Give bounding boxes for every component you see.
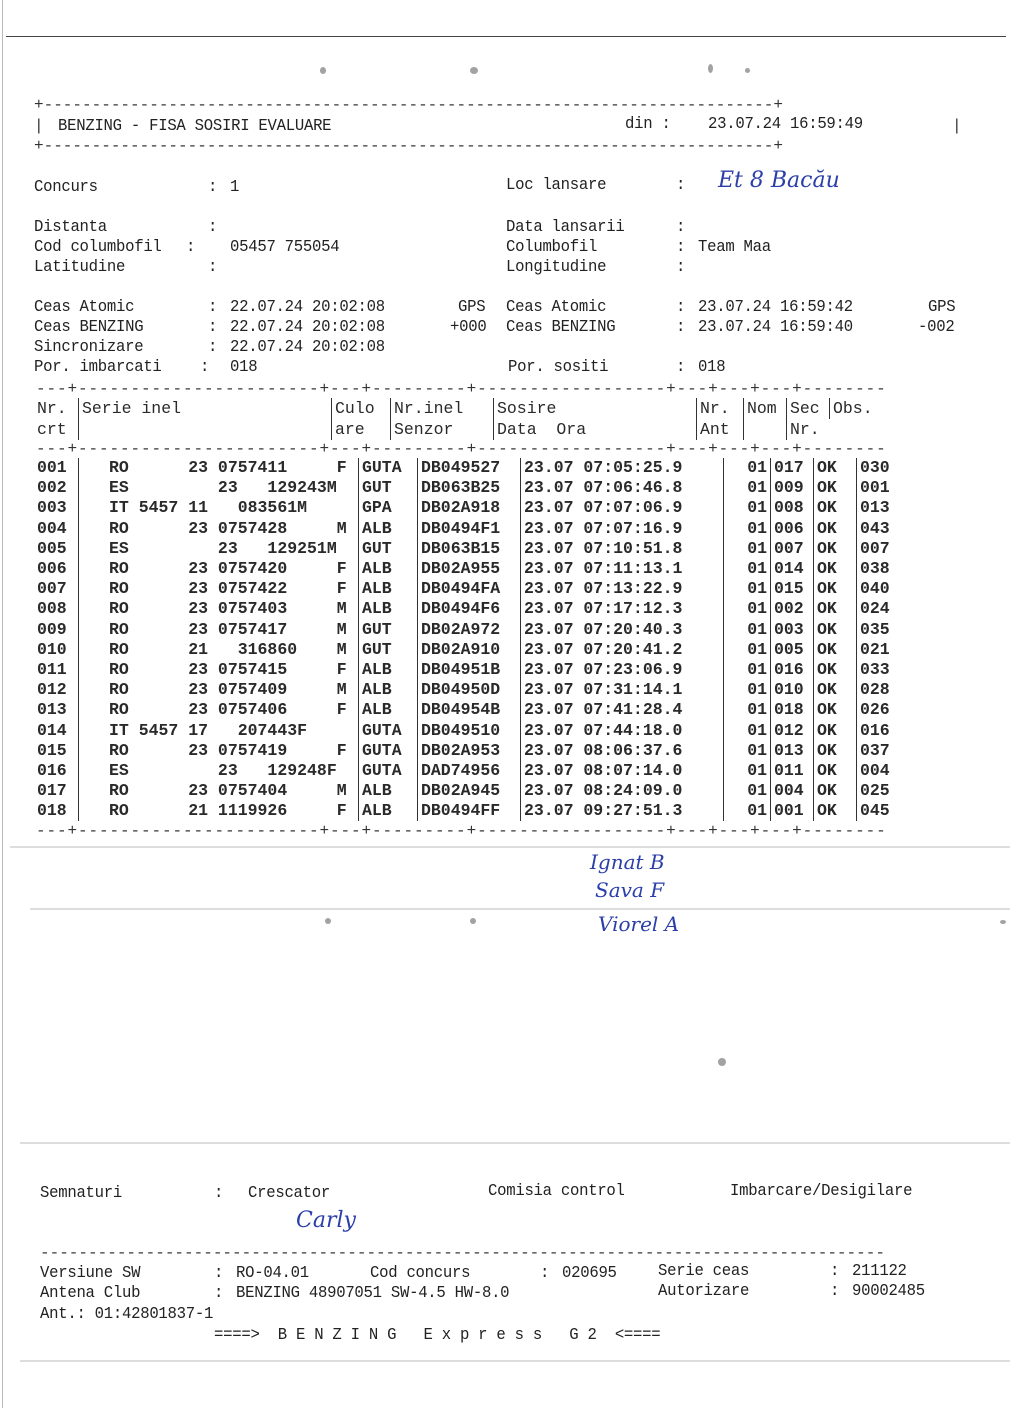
cell-senzor: DB0494F6	[418, 599, 521, 619]
cell-sosire: 23.07 07:11:13.1	[521, 559, 724, 579]
print-speck	[470, 918, 476, 924]
colon: :	[214, 1264, 224, 1283]
cell-culoare: GUTA	[359, 761, 418, 781]
cell-ant: 01	[724, 741, 771, 761]
col-header-serie: Serie inel	[79, 398, 332, 419]
autorizare-label: Autorizare	[658, 1282, 750, 1301]
por-imbarcati-value: 018	[230, 358, 258, 377]
print-speck	[745, 68, 750, 73]
cell-nom: 007	[771, 539, 814, 559]
sincronizare-label: Sincronizare	[34, 338, 144, 357]
ceas-benzing-left-label: Ceas BENZING	[34, 318, 144, 337]
cell-nom: 003	[771, 620, 814, 640]
cell-sosire: 23.07 07:10:51.8	[521, 539, 724, 559]
cell-serie: ES 23 129251M	[79, 539, 359, 559]
cell-nom: 002	[771, 599, 814, 619]
col-header-nr: Nr.	[37, 398, 67, 418]
cell-serie: RO 23 0757420 F	[79, 559, 359, 579]
table-row	[34, 720, 923, 740]
concurs-label: Concurs	[34, 178, 98, 197]
scan-noise	[20, 1142, 1010, 1144]
cell-serie: RO 23 0757403 M	[79, 599, 359, 619]
ceas-atomic-right-suffix: GPS	[928, 298, 956, 317]
colon: :	[830, 1262, 840, 1281]
cell-culoare: ALB	[359, 680, 418, 700]
arrivals-table-header	[34, 398, 896, 440]
cell-senzor: DB049527	[418, 458, 521, 478]
handwritten-note-2: Sava F	[595, 878, 665, 902]
col-header-senzor-2: Senzor	[391, 419, 494, 440]
longitudine-label: Longitudine	[506, 258, 607, 277]
cell-culoare: ALB	[359, 781, 418, 801]
cell-sec: OK	[814, 559, 857, 579]
colon: :	[208, 318, 218, 337]
cell-obs: 038	[857, 559, 924, 579]
cell-obs: 033	[857, 660, 924, 680]
table-row	[34, 498, 923, 518]
cell-sosire: 23.07 07:44:18.0	[521, 720, 724, 740]
cell-ant: 01	[724, 498, 771, 518]
cell-sec: OK	[814, 620, 857, 640]
cell-ant: 01	[724, 801, 771, 821]
cell-culoare: GUTA	[359, 720, 418, 740]
cell-sec: OK	[814, 741, 857, 761]
imbarcare-label: Imbarcare/Desigilare	[730, 1182, 913, 1201]
col-header-sec: Sec	[787, 398, 830, 419]
cell-sosire: 23.07 07:17:12.3	[521, 599, 724, 619]
latitudine-label: Latitudine	[34, 258, 126, 277]
table-row	[34, 660, 923, 680]
header-row-2	[34, 419, 896, 440]
cell-senzor: DB02A918	[418, 498, 521, 518]
cell-nom: 001	[771, 801, 814, 821]
autorizare-value: 90002485	[852, 1282, 925, 1301]
cell-obs: 016	[857, 720, 924, 740]
table-row	[34, 680, 923, 700]
cell-ant: 01	[724, 458, 771, 478]
cell-nom: 015	[771, 579, 814, 599]
antena-label: Antena Club	[40, 1284, 141, 1303]
cell-nom: 009	[771, 478, 814, 498]
cell-culoare: GUTA	[359, 458, 418, 478]
cell-sosire: 23.07 07:31:14.1	[521, 680, 724, 700]
cell-senzor: DB02A910	[418, 640, 521, 660]
versiune-value: RO-04.01	[236, 1264, 309, 1283]
loc-lansare-colon: :	[676, 176, 686, 195]
cell-obs: 043	[857, 519, 924, 539]
cell-nr: 008	[37, 599, 67, 619]
cell-obs: 045	[857, 801, 924, 821]
ceas-benzing-left-suffix: +000	[450, 318, 487, 337]
ceas-benzing-right-value: 23.07.24 16:59:40	[698, 318, 853, 337]
cell-serie: IT 5457 11 083561M	[79, 498, 359, 518]
cell-senzor: DB04954B	[418, 700, 521, 720]
cell-nr: 018	[37, 801, 67, 821]
footer-separator: ----------------------------------------------------------------------------------------	[40, 1244, 885, 1262]
table-row	[34, 458, 923, 478]
paper-top-line	[6, 36, 1006, 37]
cell-sosire: 23.07 07:07:06.9	[521, 498, 724, 518]
cell-nom: 008	[771, 498, 814, 518]
cell-nr: 015	[37, 740, 67, 760]
ceas-benzing-right-label: Ceas BENZING	[506, 318, 616, 337]
concurs-colon: :	[208, 178, 218, 197]
cell-obs: 001	[857, 478, 924, 498]
print-speck	[1000, 920, 1006, 924]
crescator-signature: Carly	[296, 1208, 356, 1233]
ceas-atomic-left-suffix: GPS	[458, 298, 486, 317]
cell-culoare: GUTA	[359, 741, 418, 761]
cell-culoare: ALB	[359, 519, 418, 539]
col-header-obs-2	[830, 419, 897, 440]
cell-obs: 037	[857, 741, 924, 761]
antenna-id: Ant.: 01:42801837-1	[40, 1305, 214, 1324]
cell-sosire: 23.07 08:07:14.0	[521, 761, 724, 781]
table-row	[34, 761, 923, 781]
cod-columbofil-label: Cod columbofil	[34, 238, 162, 257]
header-box-top: +----------------------------------------------------------------------------+	[34, 96, 783, 114]
cell-ant: 01	[724, 640, 771, 660]
cell-serie: RO 21 316860 M	[79, 640, 359, 660]
col-header-ant-2: Ant	[697, 419, 744, 440]
cell-obs: 026	[857, 700, 924, 720]
col-header-senzor: Nr.inel	[391, 398, 494, 419]
cell-senzor: DB02A955	[418, 559, 521, 579]
ceas-benzing-right-suffix: -002	[918, 318, 955, 337]
cell-obs: 024	[857, 599, 924, 619]
cell-serie: RO 23 0757406 F	[79, 700, 359, 720]
longitudine-colon: :	[676, 258, 686, 277]
cell-nr: 006	[37, 559, 67, 579]
cell-culoare: ALB	[359, 599, 418, 619]
cell-nr: 017	[37, 781, 67, 801]
comisia-control-label: Comisia control	[488, 1182, 625, 1201]
cell-ant: 01	[724, 519, 771, 539]
columbofil-value: Team Maa	[698, 238, 771, 257]
cell-serie: RO 21 1119926 F	[79, 801, 359, 821]
cell-sosire: 23.07 07:05:25.9	[521, 458, 724, 478]
table-row	[34, 579, 923, 599]
colon: :	[208, 338, 218, 357]
cell-culoare: ALB	[359, 579, 418, 599]
cell-nom: 018	[771, 700, 814, 720]
din-value: 23.07.24 16:59:49	[708, 115, 863, 134]
cell-ant: 01	[724, 478, 771, 498]
table-row	[34, 559, 923, 579]
cell-sosire: 23.07 07:20:40.3	[521, 620, 724, 640]
ceas-atomic-left-label: Ceas Atomic	[34, 298, 135, 317]
cell-serie: ES 23 129243M	[79, 478, 359, 498]
cell-sec: OK	[814, 720, 857, 740]
cell-nom: 006	[771, 519, 814, 539]
col-header-are: are	[332, 419, 391, 440]
cell-culoare: GUT	[359, 539, 418, 559]
serie-ceas-value: 211122	[852, 1262, 907, 1281]
colon: :	[676, 358, 686, 377]
handwritten-note-3: Viorel A	[598, 912, 680, 936]
cell-senzor: DAD74956	[418, 761, 521, 781]
cell-serie: RO 23 0757404 M	[79, 781, 359, 801]
cell-nr: 007	[37, 579, 67, 599]
header-row-1	[34, 398, 896, 419]
cell-senzor: DB04950D	[418, 680, 521, 700]
cell-sec: OK	[814, 680, 857, 700]
ceas-atomic-right-label: Ceas Atomic	[506, 298, 607, 317]
table-row	[34, 620, 923, 640]
antena-value: BENZING 48907051 SW-4.5 HW-8.0	[236, 1284, 510, 1303]
cell-senzor: DB063B25	[418, 478, 521, 498]
cell-serie: RO 23 0757409 M	[79, 680, 359, 700]
por-imbarcati-label: Por. imbarcati	[34, 358, 162, 377]
columbofil-colon: :	[676, 238, 686, 257]
cell-sosire: 23.07 07:13:22.9	[521, 579, 724, 599]
cell-serie: RO 23 0757422 F	[79, 579, 359, 599]
print-speck	[470, 67, 478, 74]
table-row	[34, 700, 923, 720]
cell-sec: OK	[814, 458, 857, 478]
cell-serie: RO 23 0757419 F	[79, 741, 359, 761]
cell-serie: RO 23 0757417 M	[79, 620, 359, 640]
cod-columbofil-value: 05457 755054	[230, 238, 340, 257]
cell-culoare: ALB	[359, 559, 418, 579]
cell-nr: 003	[37, 498, 67, 518]
cell-obs: 030	[857, 458, 924, 478]
cell-nr: 009	[37, 619, 67, 639]
semnaturi-label: Semnaturi	[40, 1184, 122, 1203]
cell-nr: 011	[37, 659, 67, 679]
cell-senzor: DB0494F1	[418, 519, 521, 539]
distanta-label: Distanta	[34, 218, 107, 237]
cell-nom: 004	[771, 781, 814, 801]
col-header-culoare: Culo	[332, 398, 391, 419]
cell-ant: 01	[724, 761, 771, 781]
table-row	[34, 599, 923, 619]
cell-senzor: DB02A972	[418, 620, 521, 640]
cell-serie: ES 23 129248F	[79, 761, 359, 781]
table-bottom-separator: ---+-----------------------+---+---------+------------------+---+---+---+--------	[36, 822, 887, 840]
cell-sec: OK	[814, 519, 857, 539]
table-row	[34, 741, 923, 761]
cell-obs: 013	[857, 498, 924, 518]
cell-senzor: DB049510	[418, 720, 521, 740]
table-row	[34, 801, 923, 821]
page-edge	[2, 0, 3, 1408]
cell-senzor: DB0494FA	[418, 579, 521, 599]
cell-ant: 01	[724, 680, 771, 700]
table-row	[34, 640, 923, 660]
cell-ant: 01	[724, 539, 771, 559]
cell-sosire: 23.07 07:20:41.2	[521, 640, 724, 660]
data-lansarii-colon: :	[676, 218, 686, 237]
cell-nr: 010	[37, 639, 67, 659]
cell-senzor: DB02A953	[418, 741, 521, 761]
col-header-sec-nr: Nr.	[787, 419, 830, 440]
colon: :	[208, 298, 218, 317]
cell-culoare: GUT	[359, 478, 418, 498]
colon: :	[214, 1184, 224, 1203]
cell-sosire: 23.07 07:06:46.8	[521, 478, 724, 498]
cell-nr: 012	[37, 680, 67, 700]
cod-columbofil-colon: :	[186, 238, 196, 257]
colon: :	[830, 1282, 840, 1301]
scan-noise	[20, 1360, 1010, 1362]
distanta-colon: :	[208, 218, 218, 237]
cell-ant: 01	[724, 620, 771, 640]
table-row	[34, 519, 923, 539]
arrivals-table	[34, 458, 923, 821]
cell-sec: OK	[814, 599, 857, 619]
col-header-crt: crt	[37, 419, 67, 439]
colon: :	[676, 298, 686, 317]
loc-lansare-handwritten: Et 8 Bacău	[718, 168, 840, 193]
cell-nr: 016	[37, 760, 67, 780]
scan-noise	[10, 846, 1010, 848]
din-label: din :	[625, 115, 671, 134]
cell-nom: 012	[771, 720, 814, 740]
cell-sec: OK	[814, 640, 857, 660]
cell-sosire: 23.07 08:06:37.6	[521, 741, 724, 761]
col-header-data-ora: Data Ora	[494, 419, 697, 440]
cell-sec: OK	[814, 781, 857, 801]
cell-obs: 021	[857, 640, 924, 660]
cell-obs: 025	[857, 781, 924, 801]
colon: :	[214, 1284, 224, 1303]
handwritten-note-1: Ignat B	[590, 850, 665, 874]
col-header-ant: Nr.	[697, 398, 744, 419]
cell-serie: RO 23 0757411 F	[79, 458, 359, 478]
cod-concurs-value: 020695	[562, 1264, 617, 1283]
cell-senzor: DB04951B	[418, 660, 521, 680]
print-speck	[325, 918, 331, 924]
header-box-bottom: +----------------------------------------------------------------------------+	[34, 137, 783, 155]
brand-line: ====> B E N Z I N G E x p r e s s G 2 <====	[214, 1326, 661, 1345]
cell-sec: OK	[814, 579, 857, 599]
table-row	[34, 478, 923, 498]
cell-nom: 010	[771, 680, 814, 700]
cell-ant: 01	[724, 579, 771, 599]
cell-serie: RO 23 0757428 M	[79, 519, 359, 539]
col-header-sosire: Sosire	[494, 398, 697, 419]
cell-nr: 001	[37, 458, 67, 478]
cell-nr: 004	[37, 518, 67, 538]
concurs-value: 1	[230, 178, 240, 197]
col-header-obs: Obs.	[830, 398, 897, 419]
header-box-right: |	[952, 117, 962, 135]
cell-ant: 01	[724, 781, 771, 801]
col-header-nom: Nom	[744, 398, 787, 419]
scan-noise	[30, 908, 1010, 910]
cell-culoare: GUT	[359, 640, 418, 660]
cell-nom: 017	[771, 458, 814, 478]
cell-ant: 01	[724, 599, 771, 619]
cell-sosire: 23.07 07:41:28.4	[521, 700, 724, 720]
ceas-benzing-left-value: 22.07.24 20:02:08	[230, 318, 385, 337]
cell-senzor: DB063B15	[418, 539, 521, 559]
cell-ant: 01	[724, 660, 771, 680]
versiune-label: Versiune SW	[40, 1264, 141, 1283]
cell-nr: 013	[37, 700, 67, 720]
cell-obs: 007	[857, 539, 924, 559]
cell-sosire: 23.07 07:23:06.9	[521, 660, 724, 680]
loc-lansare-label: Loc lansare	[506, 176, 607, 195]
cell-sosire: 23.07 08:24:09.0	[521, 781, 724, 801]
cell-senzor: DB02A945	[418, 781, 521, 801]
cell-nom: 013	[771, 741, 814, 761]
header-box-left: |	[34, 117, 44, 135]
table-top-separator: ---+-----------------------+---+---------+------------------+---+---+---+--------	[36, 380, 887, 398]
cell-sosire: 23.07 07:07:16.9	[521, 519, 724, 539]
cell-culoare: ALB	[359, 700, 418, 720]
table-row	[34, 781, 923, 801]
cell-nom: 011	[771, 761, 814, 781]
cell-culoare: ALB	[359, 660, 418, 680]
cell-obs: 028	[857, 680, 924, 700]
cell-senzor: DB0494FF	[418, 801, 521, 821]
cell-sec: OK	[814, 660, 857, 680]
col-header-empty	[79, 419, 332, 440]
print-speck	[708, 64, 713, 73]
cell-serie: IT 5457 17 207443F	[79, 720, 359, 740]
cell-nom: 014	[771, 559, 814, 579]
print-speck	[320, 67, 326, 74]
cell-ant: 01	[724, 720, 771, 740]
cell-serie: RO 23 0757415 F	[79, 660, 359, 680]
crescator-label: Crescator	[248, 1184, 330, 1203]
table-row	[34, 539, 923, 559]
cell-sec: OK	[814, 478, 857, 498]
document-title: BENZING - FISA SOSIRI EVALUARE	[58, 117, 332, 136]
ceas-atomic-right-value: 23.07.24 16:59:42	[698, 298, 853, 317]
cell-nom: 016	[771, 660, 814, 680]
cell-culoare: ALB	[359, 801, 418, 821]
cell-obs: 004	[857, 761, 924, 781]
cell-obs: 040	[857, 579, 924, 599]
cell-sec: OK	[814, 700, 857, 720]
sincronizare-value: 22.07.24 20:02:08	[230, 338, 385, 357]
serie-ceas-label: Serie ceas	[658, 1262, 750, 1281]
cell-nr: 005	[37, 538, 67, 558]
cell-culoare: GUT	[359, 620, 418, 640]
por-sositi-label: Por. sositi	[508, 358, 609, 377]
col-header-nom-2	[744, 419, 787, 440]
cell-obs: 035	[857, 620, 924, 640]
data-lansarii-label: Data lansarii	[506, 218, 625, 237]
cell-ant: 01	[724, 700, 771, 720]
colon: :	[540, 1264, 550, 1283]
columbofil-label: Columbofil	[506, 238, 598, 257]
latitudine-colon: :	[208, 258, 218, 277]
cell-sec: OK	[814, 498, 857, 518]
cell-sec: OK	[814, 761, 857, 781]
cell-culoare: GPA	[359, 498, 418, 518]
cell-sec: OK	[814, 801, 857, 821]
cell-nr: 002	[37, 478, 67, 498]
cell-nr: 014	[37, 720, 67, 740]
table-header-separator: ---+-----------------------+---+---------+------------------+---+---+---+--------	[36, 440, 887, 458]
cell-nom: 005	[771, 640, 814, 660]
colon: :	[200, 358, 210, 377]
ceas-atomic-left-value: 22.07.24 20:02:08	[230, 298, 385, 317]
cell-sosire: 23.07 09:27:51.3	[521, 801, 724, 821]
por-sositi-value: 018	[698, 358, 726, 377]
cod-concurs-label: Cod concurs	[370, 1264, 471, 1283]
cell-ant: 01	[724, 559, 771, 579]
colon: :	[676, 318, 686, 337]
cell-sec: OK	[814, 539, 857, 559]
print-speck	[718, 1058, 726, 1066]
